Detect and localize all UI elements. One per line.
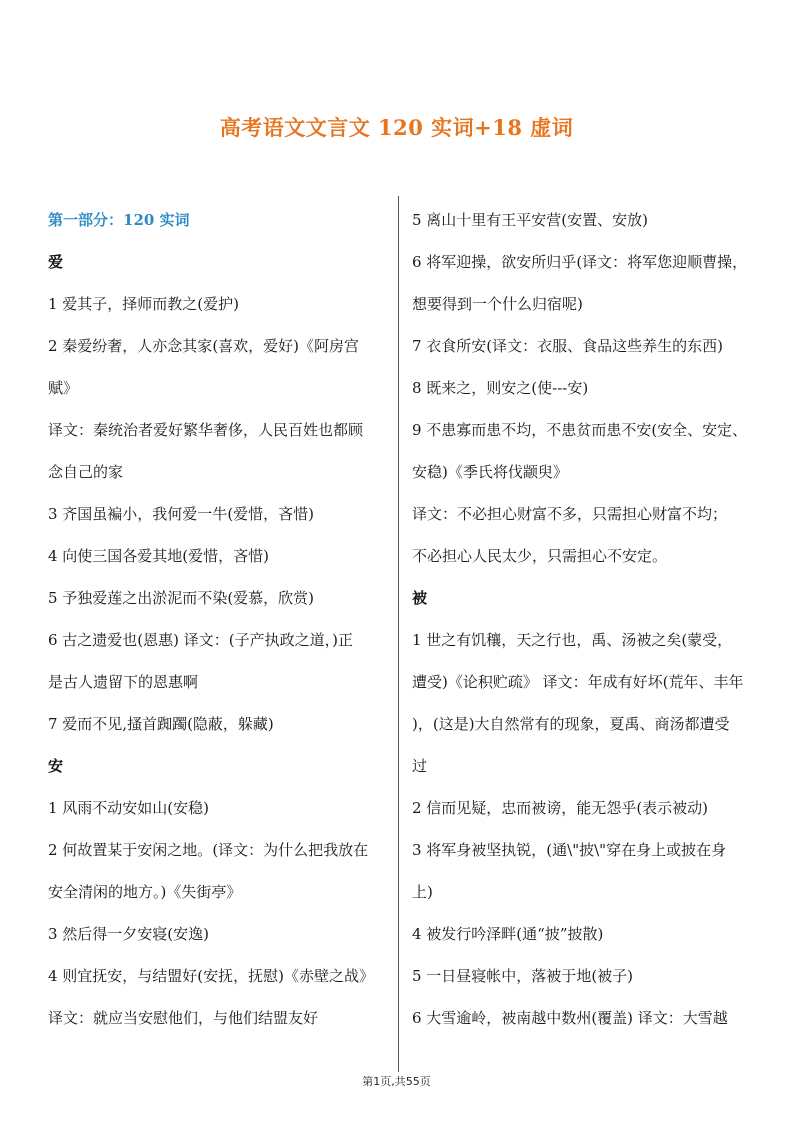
content-line: 4 则宜抚安，与结盟好(安抚，抚慰)《赤壁之战》 (48, 967, 375, 985)
content-line: 译文：秦统治者爱好繁华奢侈，人民百姓也都顾 (48, 421, 364, 439)
content-line: 5 予独爱莲之出淤泥而不染(爱慕，欣赏) (48, 589, 315, 607)
content-line: 安全清闲的地方。)《失街亭》 (48, 883, 242, 901)
content-line: 3 然后得一夕安寝(安逸) (48, 925, 210, 943)
content-line: 5 离山十里有王平安营(安置、安放) (412, 211, 649, 229)
content-line: 4 向使三国各爱其地(爱惜，吝惜) (48, 547, 270, 565)
content-line: 译文：不必担心财富不多，只需担心财富不均； (412, 505, 728, 523)
content-line: 7 衣食所安(译文：衣服、食品这些养生的东西) (412, 337, 724, 355)
content-line: 过 (412, 757, 428, 775)
content-line: 2 信而见疑，忠而被谤，能无怨乎(表示被动) (412, 799, 709, 817)
column-divider (398, 196, 399, 1072)
content-line: 1 爱其子，择师而教之(爱护) (48, 295, 240, 313)
left-column (48, 205, 390, 1045)
content-line: 1 世之有饥穰，天之行也，禹、汤被之矣(蒙受， (412, 631, 733, 649)
content-line: 7 爱而不见,搔首踟躅(隐蔽，躲藏) (48, 715, 274, 733)
entry-heading: 爱 (48, 253, 64, 271)
content-line: 4 被发行吟泽畔(通“披”披散) (412, 925, 604, 943)
content-line: 译文：就应当安慰他们，与他们结盟友好 (48, 1009, 319, 1027)
content-line: 1 风雨不动安如山(安稳) (48, 799, 210, 817)
content-line: 3 将军身被坚执锐，(通\"披\"穿在身上或披在身 (412, 841, 727, 859)
content-line: 是古人遗留下的恩惠啊 (48, 673, 199, 691)
document-title: 高考语文文言文 120 实词+18 虚词 (219, 115, 574, 140)
content-line: 6 大雪逾岭，被南越中数州(覆盖) 译文：大雪越 (412, 1009, 728, 1027)
entry-heading: 被 (412, 589, 428, 607)
content-line: 2 何故置某于安闲之地。(译文：为什么把我放在 (48, 841, 369, 859)
content-line: 8 既来之，则安之(使---安) (412, 379, 589, 397)
content-line: 2 秦爱纷奢，人亦念其家(喜欢，爱好)《阿房宫 (48, 337, 360, 355)
page-number: 第1页,共55页 (362, 1075, 431, 1088)
section-heading: 第一部分：120 实词 (48, 211, 190, 229)
entry-heading: 安 (48, 757, 64, 775)
content-line: 念自己的家 (48, 463, 124, 481)
content-line: 不必担心人民太少，只需担心不安定。 (412, 547, 668, 565)
content-line: 6 古之遗爱也(恩惠) 译文：(子产执政之道，)正 (48, 631, 353, 649)
right-column (412, 205, 754, 1045)
content-line: 9 不患寡而患不均，不患贫而患不安(安全、安定、 (412, 421, 748, 439)
content-line: 安稳)《季氏将伐颛臾》 (412, 463, 568, 481)
content-line: 6 将军迎操，欲安所归乎(译文：将军您迎顺曹操， (412, 253, 748, 271)
content-line: )，(这是)大自然常有的现象，夏禹、商汤都遭受 (412, 715, 730, 733)
content-line: 5 一日昼寝帐中，落被于地(被子) (412, 967, 634, 985)
content-line: 上) (412, 883, 433, 901)
content-line: 遭受)《论积贮疏》 译文：年成有好坏(荒年、丰年 (412, 673, 744, 691)
content-line: 3 齐国虽褊小，我何爱一牛(爱惜，吝惜) (48, 505, 315, 523)
content-line: 赋》 (48, 379, 79, 397)
content-line: 想要得到一个什么归宿呢) (412, 295, 583, 313)
